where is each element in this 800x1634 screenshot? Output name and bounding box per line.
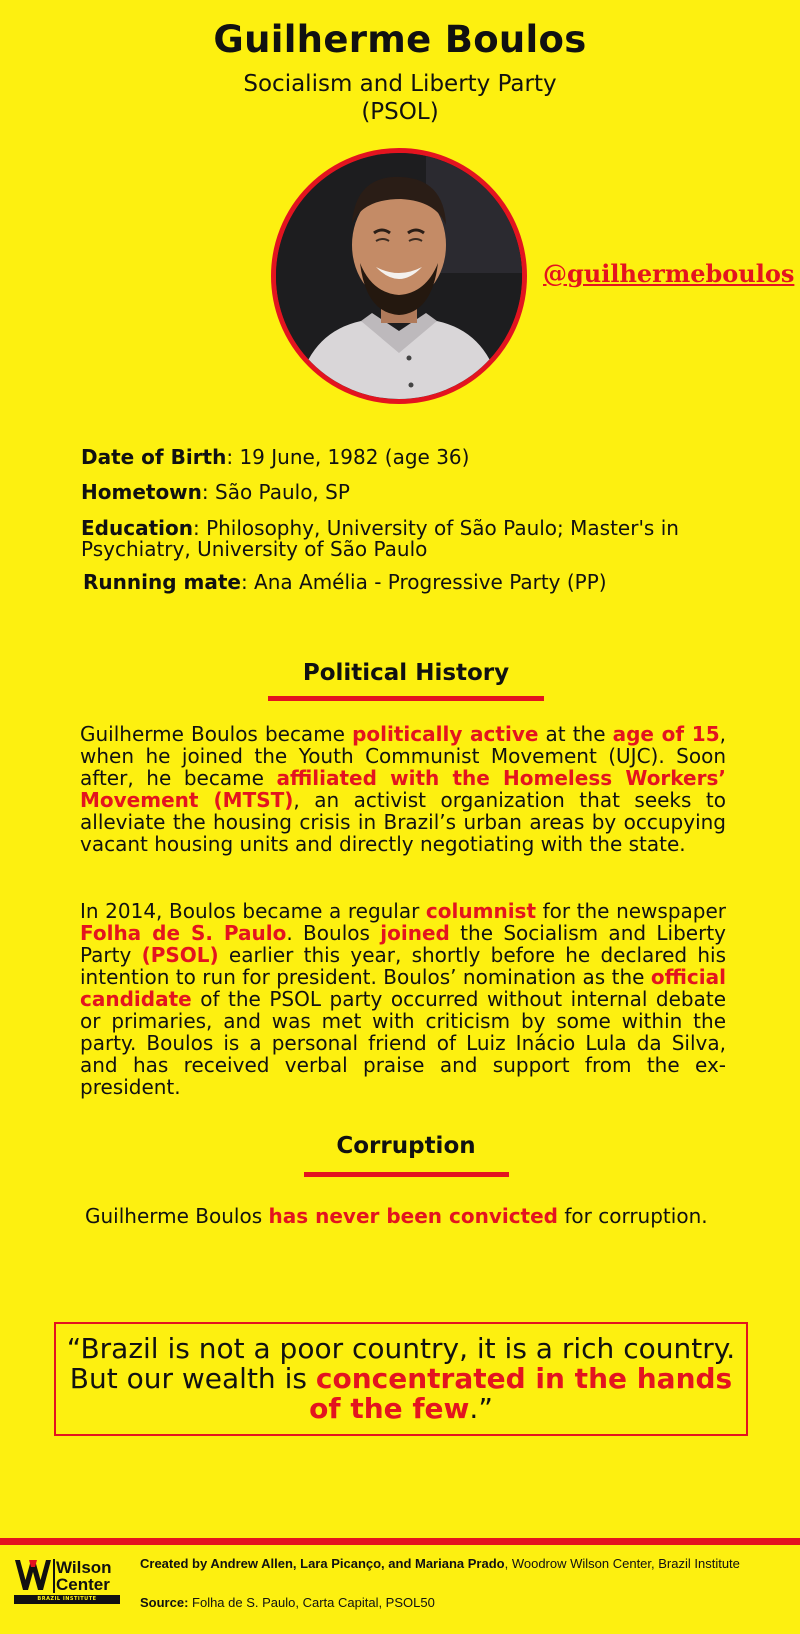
fact-education bbox=[81, 518, 731, 560]
credits-authors: Created by Andrew Allen, Lara Picanço, and Mariana Prado bbox=[140, 1556, 505, 1571]
credits-institution: , Woodrow Wilson Center, Brazil Institute bbox=[504, 1556, 740, 1571]
text-run: , when he joined the Youth Communist Movement (UJC). Soon after, he became bbox=[80, 722, 726, 790]
social-handle-link[interactable]: @guilhermeboulos bbox=[543, 259, 795, 288]
highlight: Folha de S. Paulo bbox=[80, 921, 287, 945]
logo-line1: Wilson bbox=[56, 1558, 112, 1577]
text-run: In 2014, Boulos became a regular bbox=[80, 899, 426, 923]
highlight: official candidate bbox=[80, 965, 726, 1011]
fact-hometown bbox=[81, 482, 731, 503]
wilson-center-logo bbox=[14, 1558, 122, 1604]
party-name-line1: Socialism and Liberty Party bbox=[243, 71, 557, 97]
text-run: , an activist organization that seeks to alleviate the housing crisis in Brazil’s urban areas by occupying vacant housing units and directly negotiating with the state. bbox=[80, 788, 726, 856]
highlight: columnist bbox=[425, 899, 537, 923]
wilson-center-w-logo-icon bbox=[14, 1558, 52, 1592]
highlight: concentrated in the hands of the few bbox=[309, 1362, 733, 1425]
highlight: has never been convicted bbox=[268, 1204, 559, 1228]
party-name-line2: (PSOL) bbox=[361, 99, 439, 125]
sources-line bbox=[140, 1596, 780, 1610]
source-list: Folha de S. Paulo, Carta Capital, PSOL50 bbox=[188, 1595, 435, 1610]
text-run: the Socialism and Liberty Party bbox=[80, 921, 726, 967]
text-run: at the bbox=[538, 722, 613, 746]
highlight: (PSOL) bbox=[141, 943, 219, 967]
logo-divider bbox=[53, 1559, 55, 1593]
fact-value: : Philosophy, University of São Paulo; Master's in Psychiatry, University of São Paulo bbox=[81, 516, 679, 561]
text-run: Guilherme Boulos became bbox=[80, 722, 353, 746]
political-history-underline bbox=[268, 696, 544, 701]
fact-value: : Ana Amélia - Progressive Party (PP) bbox=[240, 570, 607, 594]
highlight: joined bbox=[380, 921, 450, 945]
candidate-portrait bbox=[271, 148, 527, 404]
corruption-heading: Corruption bbox=[336, 1133, 476, 1159]
fact-label: Date of Birth bbox=[81, 445, 227, 469]
highlight: politically active bbox=[352, 722, 539, 746]
fact-value: : 19 June, 1982 (age 36) bbox=[226, 445, 470, 469]
corruption-underline bbox=[304, 1172, 509, 1177]
text-run: of the PSOL party occurred without internal debate or primaries, and was met with criticism by some within the party. Boulos is a personal friend of Luiz Inácio Lula da Silva, and has received verbal praise and support from the ex-president. bbox=[80, 987, 726, 1099]
fact-label: Education bbox=[81, 516, 193, 540]
source-label: Source: bbox=[140, 1595, 189, 1610]
political-history-paragraph-1 bbox=[80, 723, 726, 855]
logo-line2: Center bbox=[56, 1575, 110, 1594]
fact-running-mate bbox=[83, 572, 733, 593]
corruption-paragraph bbox=[85, 1205, 725, 1227]
footer-divider bbox=[0, 1538, 800, 1545]
text-run: Guilherme Boulos bbox=[85, 1204, 269, 1228]
candidate-name: Guilherme Boulos bbox=[213, 18, 587, 61]
quote-text bbox=[66, 1334, 736, 1424]
highlight: affiliated with the Homeless Workers’ Movement (MTST) bbox=[80, 766, 726, 812]
text-run: .” bbox=[469, 1392, 493, 1425]
text-run: . Boulos bbox=[286, 921, 381, 945]
logo-subtitle: BRAZIL INSTITUTE bbox=[14, 1595, 120, 1604]
text-run: for the newspaper bbox=[536, 899, 726, 923]
political-history-paragraph-2 bbox=[80, 900, 726, 1098]
fact-value: : São Paulo, SP bbox=[201, 480, 350, 504]
quote-box bbox=[54, 1322, 748, 1436]
text-run: for corruption. bbox=[558, 1204, 708, 1228]
highlight: age of 15 bbox=[612, 722, 720, 746]
political-history-heading: Political History bbox=[302, 660, 510, 686]
portrait-illustration bbox=[276, 153, 522, 399]
logo-wordmark bbox=[56, 1559, 112, 1593]
party-name bbox=[200, 70, 600, 126]
credits-line bbox=[140, 1557, 780, 1571]
fact-label: Running mate bbox=[83, 570, 241, 594]
fact-date-of-birth bbox=[81, 447, 731, 468]
fact-label: Hometown bbox=[81, 480, 202, 504]
text-run: “Brazil is not a poor country, it is a rich country. But our wealth is bbox=[66, 1332, 736, 1395]
text-run: earlier this year, shortly before he declared his intention to run for president. Boulos’ nomination as the bbox=[80, 943, 726, 989]
